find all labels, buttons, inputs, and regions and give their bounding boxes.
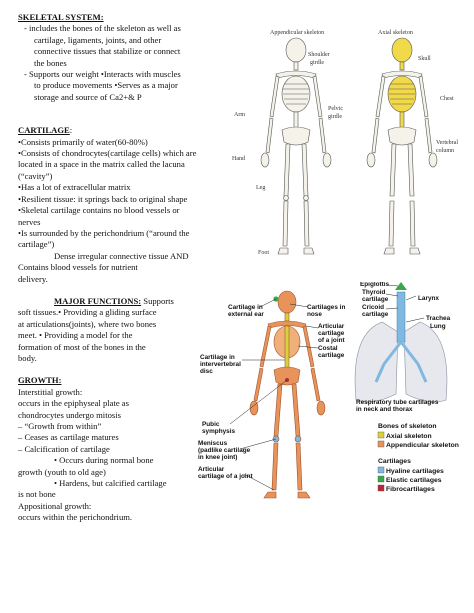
external-ear-label-1: Cartilage in: [228, 304, 263, 311]
growth-line: Appositional growth:: [18, 500, 92, 511]
cartilage-line: nerves: [18, 216, 41, 227]
legend-cartilages-title: Cartilages: [378, 458, 411, 465]
functions-heading: MAJOR FUNCTIONS:: [54, 295, 142, 306]
disc-label-2: intervertebral: [200, 361, 241, 368]
growth-line: • Hardens, but calcified cartilage: [54, 478, 167, 489]
legend-swatch-fibro: [378, 485, 384, 491]
vertebral-label: Vertebral: [436, 140, 458, 146]
functions-line: formation of most of the bones in the: [18, 341, 146, 352]
cartilage-figure: [190, 282, 470, 542]
legend-elastic: Elastic cartilages: [386, 477, 442, 484]
cartilage-line: •Is surrounded by the perichondrium (“around the: [18, 227, 190, 238]
skeletal-line: storage and source of Ca2+& P: [34, 91, 142, 102]
articular-knee-label-1: Articular: [198, 466, 225, 473]
legend: [378, 423, 459, 493]
cartilage-line: •Consists primarily of water(60-80%): [18, 136, 148, 147]
trachea-label: Trachea: [426, 315, 451, 322]
legend-axial: Axial skeleton: [386, 433, 432, 440]
functions-line: Supports: [141, 295, 174, 306]
articular-knee-label-2: cartilage of a joint: [198, 473, 253, 480]
growth-line: Interstitial growth:: [18, 386, 83, 397]
skeletal-line: - Supports our weight •Interacts with muscles: [24, 69, 181, 80]
column-label: column: [436, 148, 454, 154]
articular-label-2: cartilage: [318, 330, 345, 337]
arm-label: Arm: [234, 112, 245, 118]
growth-heading: GROWTH:: [18, 375, 62, 386]
cartilage-illustration: [190, 282, 470, 542]
cartilage-line: cartilage”): [18, 239, 55, 250]
skeletal-heading: SKELETAL SYSTEM:: [18, 12, 104, 22]
skeletal-line: - includes the bones of the skeleton as well as: [24, 23, 181, 34]
hand-label: Hand: [232, 156, 245, 162]
chest-label: Chest: [440, 96, 454, 102]
skull-label: Skull: [418, 56, 431, 62]
legend-bones-title: Bones of skeleton: [378, 423, 437, 430]
cartilage-heading-colon: :: [69, 125, 73, 136]
growth-line: is not bone: [18, 489, 56, 500]
larynx-label: Larynx: [418, 295, 439, 302]
growth-line: growth (youth to old age): [18, 466, 106, 477]
cartilage-line: •Resilient tissue: it springs back to original shape: [18, 193, 188, 204]
skeletal-line: to produce movements •Serves as a major: [34, 80, 178, 91]
growth-line: chondrocytes undergo mitosis: [18, 409, 121, 420]
meniscus-label-3: in knee joint): [198, 454, 238, 461]
cartilage-heading: CARTILAGE: [18, 125, 70, 136]
legend-fibro: Fibrocartilages: [386, 486, 435, 493]
costal-label-2: cartilage: [318, 352, 345, 359]
skeleton-figure: [230, 26, 466, 270]
functions-line: meet. • Providing a model for the: [18, 330, 133, 341]
axial-skeleton: [367, 38, 437, 254]
nose-label-1: Cartilages in: [307, 304, 346, 311]
articular-label-3: of a joint: [318, 337, 345, 344]
axial-title: Axial skeleton: [378, 30, 413, 36]
cricoid-label-1: Cricoid: [362, 304, 385, 311]
growth-line: occurs within the perichondrium.: [18, 512, 133, 523]
articular-label-1: Articular: [318, 323, 345, 330]
legend-swatch-appendicular: [378, 441, 384, 447]
legend-swatch-elastic: [378, 476, 384, 482]
cartilage-line: delivery.: [18, 273, 48, 284]
thyroid-label-1: Thyroid: [362, 289, 386, 296]
external-ear-label-2: external ear: [228, 311, 264, 318]
pubic-label-2: symphysis: [202, 428, 236, 435]
skeletal-line: cartilage, ligaments, joints, and other: [34, 34, 162, 45]
thyroid-label-2: cartilage: [362, 296, 389, 303]
skeletal-line: the bones: [34, 57, 67, 68]
nose-label-2: nose: [307, 311, 322, 318]
functions-line: body.: [18, 352, 37, 363]
growth-line: • Occurs during normal bone: [54, 455, 154, 466]
cartilage-line: Contains blood vessels for nutrient: [18, 262, 138, 273]
cartilage-line: •Has a lot of extracellular matrix: [18, 182, 131, 193]
appendicular-skeleton: [261, 38, 331, 254]
girdle-label: girdle: [310, 60, 324, 66]
functions-line: at articulations(joints), where two bones: [18, 318, 157, 329]
shoulder-label: Shoulder: [308, 52, 330, 58]
disc-label-3: disc: [200, 368, 213, 375]
skeleton-illustration: [230, 26, 466, 270]
meniscus-label-2: (padlike cartilage: [198, 447, 251, 454]
respiratory-label-2: in neck and thorax: [356, 406, 413, 413]
pelvic-girdle-label: girdle: [328, 114, 342, 120]
growth-line: occurs in the epiphyseal plate as: [18, 398, 129, 409]
foot-label: Foot: [258, 250, 270, 256]
cartilage-line: Dense irregular connective tissue AND: [54, 250, 189, 261]
body-skeleton: [250, 291, 325, 498]
pubic-label-1: Pubic: [202, 421, 220, 428]
leg-label: Leg: [256, 185, 266, 191]
appendicular-title: Appendicular skeleton: [270, 30, 325, 36]
costal-label-1: Costal: [318, 345, 338, 352]
cartilage-line: •Consists of chondrocytes(cartilage cells) which are: [18, 148, 197, 159]
functions-line: soft tissues.• Providing a gliding surface: [18, 307, 157, 318]
skeletal-line: connective tissues that stabilize or connect: [34, 46, 181, 57]
disc-label-1: Cartilage in: [200, 354, 235, 361]
legend-swatch-hyaline: [378, 467, 384, 473]
cartilage-line: (“cavity”): [18, 170, 53, 181]
cricoid-label-2: cartilage: [362, 311, 389, 318]
cartilage-heading-row: [18, 125, 236, 136]
legend-hyaline: Hyaline cartilages: [386, 468, 444, 475]
legend-appendicular: Appendicular skeleton: [386, 442, 459, 449]
growth-line: – Ceases as cartilage matures: [18, 432, 119, 443]
epiglottis-label: Epiglottis: [360, 282, 390, 288]
respiratory-label-1: Respiratory tube cartilages: [356, 399, 439, 406]
growth-line: – “Growth from within”: [18, 421, 102, 431]
growth-line: – Calcification of cartilage: [18, 443, 110, 454]
lung-label: Lung: [430, 323, 446, 330]
cartilage-line: •Skeletal cartilage contains no blood vessels or: [18, 205, 180, 216]
legend-swatch-axial: [378, 432, 384, 438]
pelvic-label: Pelvic: [328, 106, 343, 112]
meniscus-label-1: Meniscus: [198, 440, 228, 447]
cartilage-line: located in a space in the matrix called the lacuna: [18, 159, 185, 170]
